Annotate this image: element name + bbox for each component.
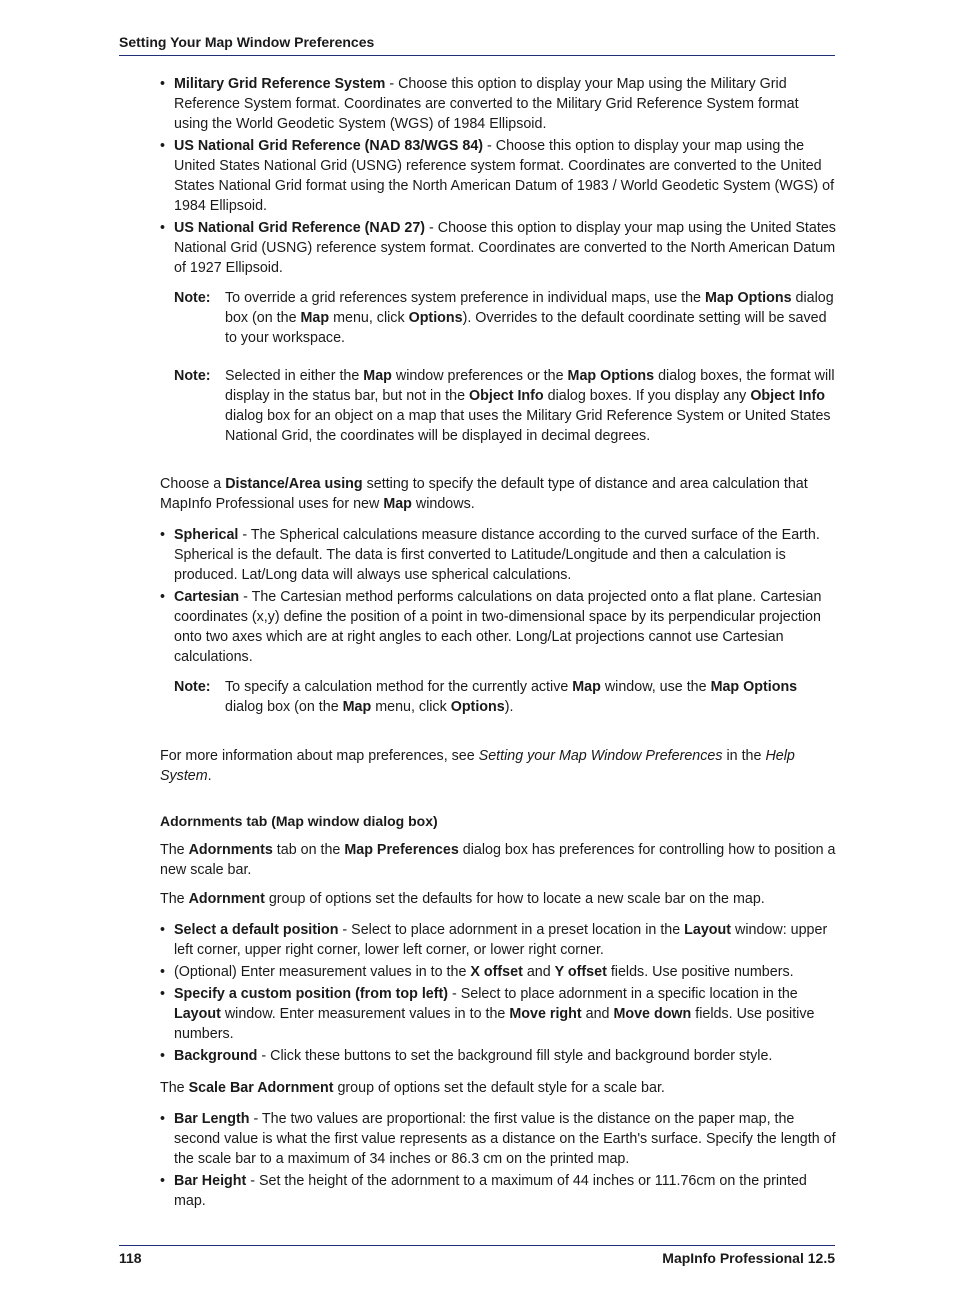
note-label: Note: (174, 368, 211, 384)
more-info-paragraph: For more information about map preferences, see Setting your Map Window Preferences in the Help System. (160, 748, 795, 784)
adornment-group-paragraph: The Adornment group of options set the defaults for how to locate a new scale bar on the map. (160, 891, 765, 907)
note-label: Note: (174, 679, 211, 695)
list-item: • US National Grid Reference (NAD 83/WGS 84) - Choose this option to display your map using the United States National Grid (USNG) reference system format. Coordinates are converted to the United States National Grid format using the North American Datum of 1983 / World Geodetic System (WGS) of 1984 Ellipsoid. (160, 136, 836, 216)
scale-bar-options-list (160, 1109, 836, 1211)
product-name: MapInfo Professional 12.5 (662, 1250, 835, 1266)
list-item: • Specify a custom position (from top left) - Select to place adornment in a specific location in the Layout window. Enter measurement values in to the Move right and Move down fields. Use positive numbers. (160, 984, 836, 1044)
list-item: • Background - Click these buttons to set the background fill style and background border style. (160, 1046, 836, 1066)
running-header: Setting Your Map Window Preferences (119, 34, 835, 56)
note-calculation-method (174, 677, 836, 717)
distance-area-paragraph: Choose a Distance/Area using setting to specify the default type of distance and area calculation that MapInfo Professional uses for new Map windows. (160, 476, 808, 512)
note-text: Selected in either the Map window preferences or the Map Options dialog boxes, the format will display in the status bar, but not in the Object Info dialog boxes. If you display any Object Info dialog box for an object on a map that uses the Military Grid Reference System or United States National Grid, the coordinates will be displayed in decimal degrees. (225, 368, 835, 444)
list-item: • US National Grid Reference (NAD 27) - Choose this option to display your map using the United States National Grid (USNG) reference system format. Coordinates are converted to the North American Datum of 1927 Ellipsoid. (160, 218, 836, 278)
adornment-options-list (160, 920, 836, 1066)
page-number: 118 (119, 1250, 142, 1266)
list-item: • Bar Length - The two values are proportional: the first value is the distance on the paper map, the second value is what the first value represents as a distance on the Earth's surface. Specify the length of the scale bar to a maximum of 34 inches or 86.3 cm on the printed map. (160, 1109, 836, 1169)
list-item: • Bar Height - Set the height of the adornment to a maximum of 44 inches or 111.76cm on the printed map. (160, 1171, 836, 1211)
page-body (160, 74, 836, 1213)
list-item: • Spherical - The Spherical calculations measure distance according to the curved surface of the Earth. Spherical is the default. The data is first converted to Latitude/Longitude and then a calculation is produced. Lat/Long data will always use spherical calculations. (160, 525, 836, 585)
note-status-bar-format (174, 366, 836, 446)
scale-bar-paragraph: The Scale Bar Adornment group of options set the default style for a scale bar. (160, 1080, 665, 1096)
list-item: • Select a default position - Select to place adornment in a preset location in the Layout window: upper left corner, upper right corner, lower left corner, or lower right corner. (160, 920, 836, 960)
page-footer (119, 1245, 835, 1267)
section-heading: Adornments tab (Map window dialog box) (160, 813, 438, 829)
calculation-method-list (160, 525, 836, 667)
note-label: Note: (174, 290, 211, 306)
list-item: • Cartesian - The Cartesian method performs calculations on data projected onto a flat plane. Cartesian coordinates (x,y) define the position of a point in two-dimensional space by its perpendicular projection onto two axes which are at right angles to each other. Long/Lat projections cannot use Cartesian calculations. (160, 587, 836, 667)
list-item: • Military Grid Reference System - Choose this option to display your Map using the Military Grid Reference System format. Coordinates are converted to the Military Grid Reference System format using the World Geodetic System (WGS) of 1984 Ellipsoid. (160, 74, 836, 134)
note-grid-override (174, 288, 836, 348)
adornments-intro-paragraph: The Adornments tab on the Map Preferences dialog box has preferences for controlling how to position a new scale bar. (160, 842, 836, 878)
note-text: To specify a calculation method for the currently active Map window, use the Map Options dialog box (on the Map menu, click Options). (225, 679, 798, 715)
grid-reference-list (160, 74, 836, 278)
note-text: To override a grid references system preference in individual maps, use the Map Options dialog box (on the Map menu, click Options). Overrides to the default coordinate setting will be saved to your workspace. (225, 290, 834, 346)
list-item: • (Optional) Enter measurement values in to the X offset and Y offset fields. Use positive numbers. (160, 962, 836, 982)
